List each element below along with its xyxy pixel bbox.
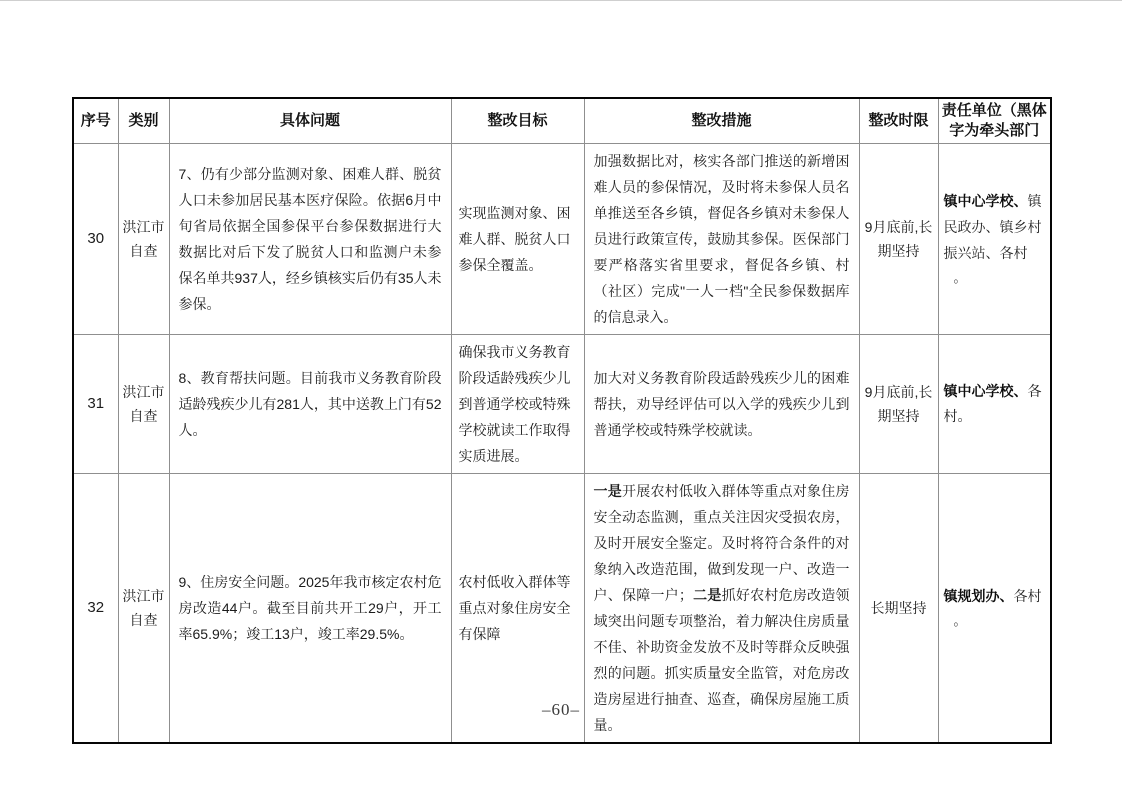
goal-text: 确保我市义务教育阶段适龄残疾少儿到普通学校或特殊学校就读工作取得实质进展。 [458,344,571,464]
cell-category: 洪江市自查 [118,335,169,474]
cell-category: 洪江市自查 [118,144,169,335]
cell-deadline [859,335,938,474]
header-unit: 责任单位（黑体字为牵头部门 [938,98,1051,144]
cell-measures [584,335,859,474]
cell-unit [938,335,1051,474]
header-no: 序号 [73,98,118,144]
cell-no: 32 [73,474,118,744]
unit-tail: 。 [953,613,967,628]
table-header-row [73,98,1051,144]
unit-rest: 各村。 [943,383,1042,424]
measures-segment: 加大对义务教育阶段适龄残疾少儿的困难帮扶，劝导经评估可以入学的残疾少儿到普通学校或特殊学校就读。 [593,370,850,438]
cell-measures [584,144,859,335]
window-top-divider [0,0,1122,1]
table-row-31 [73,335,1051,474]
cell-deadline [859,144,938,335]
problem-text: 7、仍有少部分监测对象、困难人群、脱贫人口未参加居民基本医疗保险。依据6月中旬省局依据全国参保平台参保数据进行大数据比对后下发了脱贫人口和监测户未参保名单共937人，经乡镇核实后仍有35人未参保。 [178,166,442,312]
unit-rest: 镇民政办、镇乡村振兴站、各村 [943,195,1042,262]
measures-segment: 开展农村低收入群体等重点对象住房安全动态监测，重点关注因灾受损农房，及时开展安全鉴定。及时将符合条件的对象纳入改造范围，做到发现一户、改造一户、保障一户； [593,483,850,603]
unit-lead: 镇中心学校、 [943,193,1028,209]
header-measures: 整改措施 [584,98,859,144]
header-deadline: 整改时限 [859,98,938,144]
deadline-text: 9月底前,长期坚持 [864,219,933,259]
measures-text [594,365,850,443]
table-row-30 [73,144,1051,335]
measures-bold-2: 二是 [692,587,722,603]
cell-problem [169,144,451,335]
measures-bold-1: 一是 [593,483,622,499]
unit-tail: 。 [953,270,967,285]
deadline-text: 9月底前,长期坚持 [864,384,933,424]
unit-text [944,189,1046,267]
page-number: –60– [542,700,580,719]
goal-text: 农村低收入群体等重点对象住房安全有保障 [458,574,571,642]
problem-text: 8、教育帮扶问题。目前我市义务教育阶段适龄残疾少儿有281人，其中送教上门有52人。 [178,370,442,438]
cell-goal [451,144,584,335]
rectification-table [72,97,1052,744]
goal-text: 实现监测对象、困难人群、脱贫人口参保全覆盖。 [458,205,571,273]
cell-unit [938,144,1051,335]
unit-text [944,379,1046,429]
cell-no: 30 [73,144,118,335]
header-problem: 具体问题 [169,98,451,144]
unit-lead: 镇中心学校、 [943,383,1028,399]
cell-problem [169,335,451,474]
cell-category: 洪江市自查 [118,474,169,744]
cell-goal [451,335,584,474]
measures-segment: 抓好农村危房改造领域突出问题专项整治，着力解决住房质量不佳、补助资金发放不及时等群众反映强烈的问题。抓实质量安全监管，对危房改造房屋进行抽查、巡查，确保房屋施工质量。 [593,587,850,733]
cell-no: 31 [73,335,118,474]
unit-text [944,584,1046,610]
header-goal: 整改目标 [451,98,584,144]
unit-lead: 镇规划办、 [943,588,1014,604]
measures-segment: 加强数据比对，核实各部门推送的新增困难人员的参保情况，及时将未参保人员名单推送至各乡镇，督促各乡镇对未参保人员进行政策宣传，鼓励其参保。医保部门要严格落实省里要求，督促各乡镇、村（社区）完成"一人一档"全民参保数据库的信息录入。 [593,153,850,325]
problem-text: 9、住房安全问题。2025年我市核定农村危房改造44户。截至目前共开工29户，开工率65.9%；竣工13户，竣工率29.5%。 [178,574,442,642]
deadline-text: 长期坚持 [870,600,927,616]
measures-text [594,478,850,738]
measures-text [594,148,850,330]
header-category: 类别 [118,98,169,144]
unit-rest: 各村 [1013,590,1042,605]
